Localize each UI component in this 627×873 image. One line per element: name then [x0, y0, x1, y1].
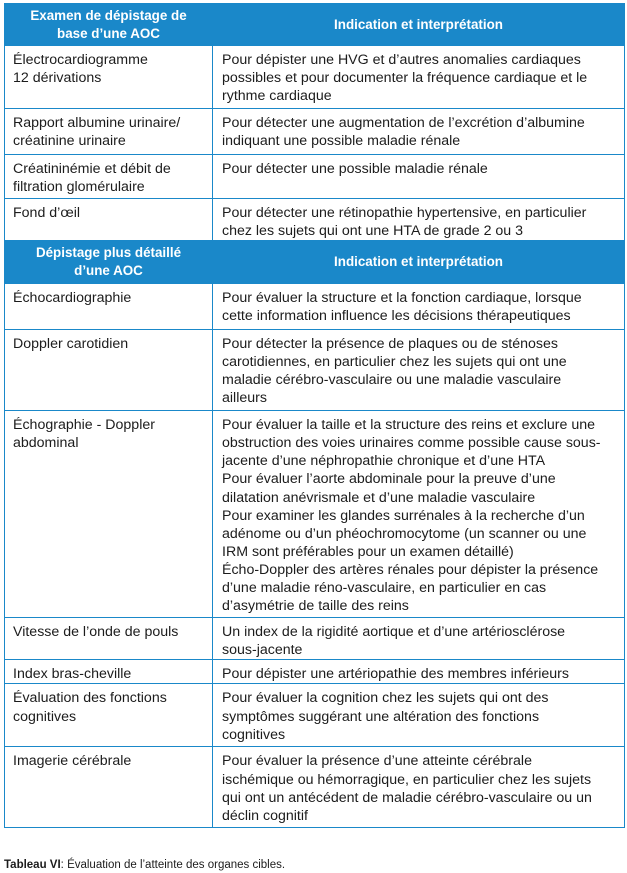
text-line: IRM sont préférables pour un examen détaillé): [222, 543, 514, 560]
text-line: maladie cérébro-vasculaire ou une maladie vasculaire: [222, 372, 562, 389]
text-line: Échocardiographie: [13, 290, 132, 307]
exam-cell: [5, 684, 213, 747]
indication-cell: [213, 199, 625, 241]
indication-cell: [213, 618, 625, 660]
section-header-row: [5, 241, 625, 284]
text-line: Pour évaluer l’aorte abdominale pour la preuve d’une: [222, 471, 556, 488]
exam-cell: [5, 284, 213, 330]
caption-label: Tableau VI: [4, 859, 61, 871]
indication-cell-text: [222, 752, 618, 824]
table-row: [5, 284, 625, 330]
text-line: possibles et pour documenter la fréquence cardiaque et le: [222, 70, 588, 87]
indication-cell: [213, 747, 625, 828]
table-row: [5, 660, 625, 684]
text-line: cette information influence les décisions thérapeutiques: [222, 308, 571, 325]
text-line: jacente d’une néphropathie chronique et d’une HTA: [222, 453, 546, 470]
column-header-indication-text: [213, 253, 624, 271]
exam-cell: [5, 155, 213, 199]
text-line: Créatininémie et débit de: [13, 161, 171, 177]
text-line: 12 dérivations: [13, 70, 102, 87]
table-row: [5, 330, 625, 411]
indication-cell: [213, 411, 625, 618]
table-row: [5, 46, 625, 109]
exam-cell-text: [13, 689, 206, 725]
text-line: ailleurs: [222, 390, 267, 407]
text-line: créatinine urinaire: [13, 133, 126, 150]
exam-cell: [5, 46, 213, 109]
text-line: carotidiennes, en particulier chez les sujets qui ont une: [222, 354, 567, 371]
text-line: Échographie - Doppler: [13, 417, 155, 434]
indication-cell: [213, 284, 625, 330]
column-header-indication: [213, 4, 625, 46]
caption-separator: :: [60, 859, 68, 871]
text-line: Pour dépister une HVG et d’autres anomalies cardiaques: [222, 52, 581, 68]
exam-cell-text: [13, 623, 206, 641]
text-line: dilatation anévrismale et d’une maladie vasculaire: [222, 489, 536, 506]
document-table-region: [4, 3, 624, 828]
caption-text: Évaluation de l’atteinte des organes cibles.: [67, 859, 286, 871]
exam-cell: [5, 109, 213, 155]
exam-cell-text: [13, 752, 206, 770]
exam-cell-text: [13, 51, 206, 87]
text-line: Pour évaluer la cognition chez les sujets qui ont des: [222, 690, 549, 707]
text-line: Un index de la rigidité aortique et d’une artériosclérose: [222, 624, 566, 641]
text-line: Pour détecter une augmentation de l’excrétion d’albumine: [222, 115, 585, 131]
text-line: Examen de dépistage de: [30, 7, 187, 23]
text-line: filtration glomérulaire: [13, 179, 145, 196]
indication-cell-text: [222, 160, 618, 178]
text-line: Pour détecter la présence de plaques ou de sténoses: [222, 336, 558, 353]
exam-cell-text: [13, 665, 206, 683]
exam-cell-text: [13, 289, 206, 307]
exam-cell: [5, 330, 213, 411]
indication-cell-text: [222, 335, 618, 407]
exam-cell-text: [13, 160, 206, 196]
table-row: [5, 618, 625, 660]
column-header-exam-text: [5, 244, 212, 280]
text-line: adénome ou d’un phéochromocytome (un scanner ou une: [222, 525, 587, 542]
text-line: ischémique ou hémorragique, en particulier chez les sujets: [222, 771, 592, 788]
text-line: base d’une AOC: [57, 25, 160, 41]
table-row: [5, 684, 625, 747]
indication-cell: [213, 155, 625, 199]
exam-cell: [5, 618, 213, 660]
indication-cell: [213, 109, 625, 155]
text-line: chez les sujets qui ont une HTA de grade 2 ou 3: [222, 223, 524, 240]
text-line: cognitives: [222, 726, 286, 743]
exam-cell: [5, 199, 213, 241]
exam-cell: [5, 747, 213, 828]
text-line: qui ont un antécédent de maladie cérébro-vasculaire ou un: [222, 789, 592, 806]
text-line: Pour évaluer la structure et la fonction cardiaque, lorsque: [222, 290, 582, 307]
exam-cell: [5, 660, 213, 684]
exam-cell-text: [13, 416, 206, 452]
column-header-indication-text: [213, 16, 624, 34]
text-line: Indication et interprétation: [334, 16, 503, 32]
text-line: Rapport albumine urinaire/: [13, 115, 181, 131]
text-line: indiquant une possible maladie rénale: [222, 133, 461, 150]
column-header-exam-text: [5, 7, 212, 43]
indication-cell: [213, 330, 625, 411]
text-line: déclin cognitif: [222, 807, 308, 824]
text-line: Pour détecter une possible maladie rénale: [222, 161, 488, 177]
exam-cell-text: [13, 204, 206, 222]
indication-cell-text: [222, 114, 618, 150]
text-line: d’une AOC: [74, 263, 143, 279]
text-line: d’une maladie réno-vasculaire, en particulier en cas: [222, 580, 547, 597]
text-line: Évaluation des fonctions: [13, 690, 167, 707]
text-line: abdominal: [13, 435, 79, 452]
indication-cell-text: [222, 51, 618, 105]
indication-cell: [213, 46, 625, 109]
text-line: Vitesse de l’onde de pouls: [13, 624, 179, 641]
text-line: obstruction des voies urinaires comme possible cause sous-: [222, 435, 601, 452]
text-line: Pour dépister une artériopathie des membres inférieurs: [222, 666, 569, 683]
text-line: rythme cardiaque: [222, 88, 332, 105]
indication-cell-text: [222, 204, 618, 240]
text-line: Fond d’œil: [13, 205, 81, 221]
text-line: Imagerie cérébrale: [13, 753, 132, 770]
column-header-exam: [5, 241, 213, 284]
text-line: Écho-Doppler des artères rénales pour dépister la présence: [222, 561, 599, 578]
indication-cell-text: [222, 623, 618, 659]
table-row: [5, 411, 625, 618]
text-line: Pour évaluer la taille et la structure des reins et exclure une: [222, 417, 596, 434]
indication-cell-text: [222, 416, 618, 615]
exam-cell: [5, 411, 213, 618]
table-row: [5, 199, 625, 241]
indication-cell: [213, 684, 625, 747]
text-line: Indication et interprétation: [334, 254, 503, 270]
indication-cell-text: [222, 665, 618, 683]
exam-cell-text: [13, 335, 206, 353]
text-line: Pour examiner les glandes surrénales à la recherche d’un: [222, 507, 585, 524]
text-line: Doppler carotidien: [13, 336, 129, 353]
text-line: sous-jacente: [222, 642, 303, 659]
table-row: [5, 747, 625, 828]
indication-cell-text: [222, 689, 618, 743]
text-line: cognitives: [13, 708, 77, 725]
text-line: Pour évaluer la présence d’une atteinte cérébrale: [222, 753, 532, 770]
table-row: [5, 155, 625, 199]
indication-cell-text: [222, 289, 618, 325]
column-header-indication: [213, 241, 625, 284]
text-line: Électrocardiogramme: [13, 52, 148, 68]
text-line: d’asymétrie de taille des reins: [222, 598, 409, 615]
table-caption: [4, 858, 285, 872]
exam-cell-text: [13, 114, 206, 150]
indication-cell: [213, 660, 625, 684]
text-line: Index bras-cheville: [13, 666, 132, 683]
text-line: Pour détecter une rétinopathie hypertensive, en particulier: [222, 205, 587, 221]
column-header-exam: [5, 4, 213, 46]
table-row: [5, 109, 625, 155]
organ-damage-table: [4, 3, 625, 828]
text-line: Dépistage plus détaillé: [35, 245, 182, 261]
text-line: symptômes suggérant une altération des fonctions: [222, 708, 540, 725]
section-header-row: [5, 4, 625, 46]
